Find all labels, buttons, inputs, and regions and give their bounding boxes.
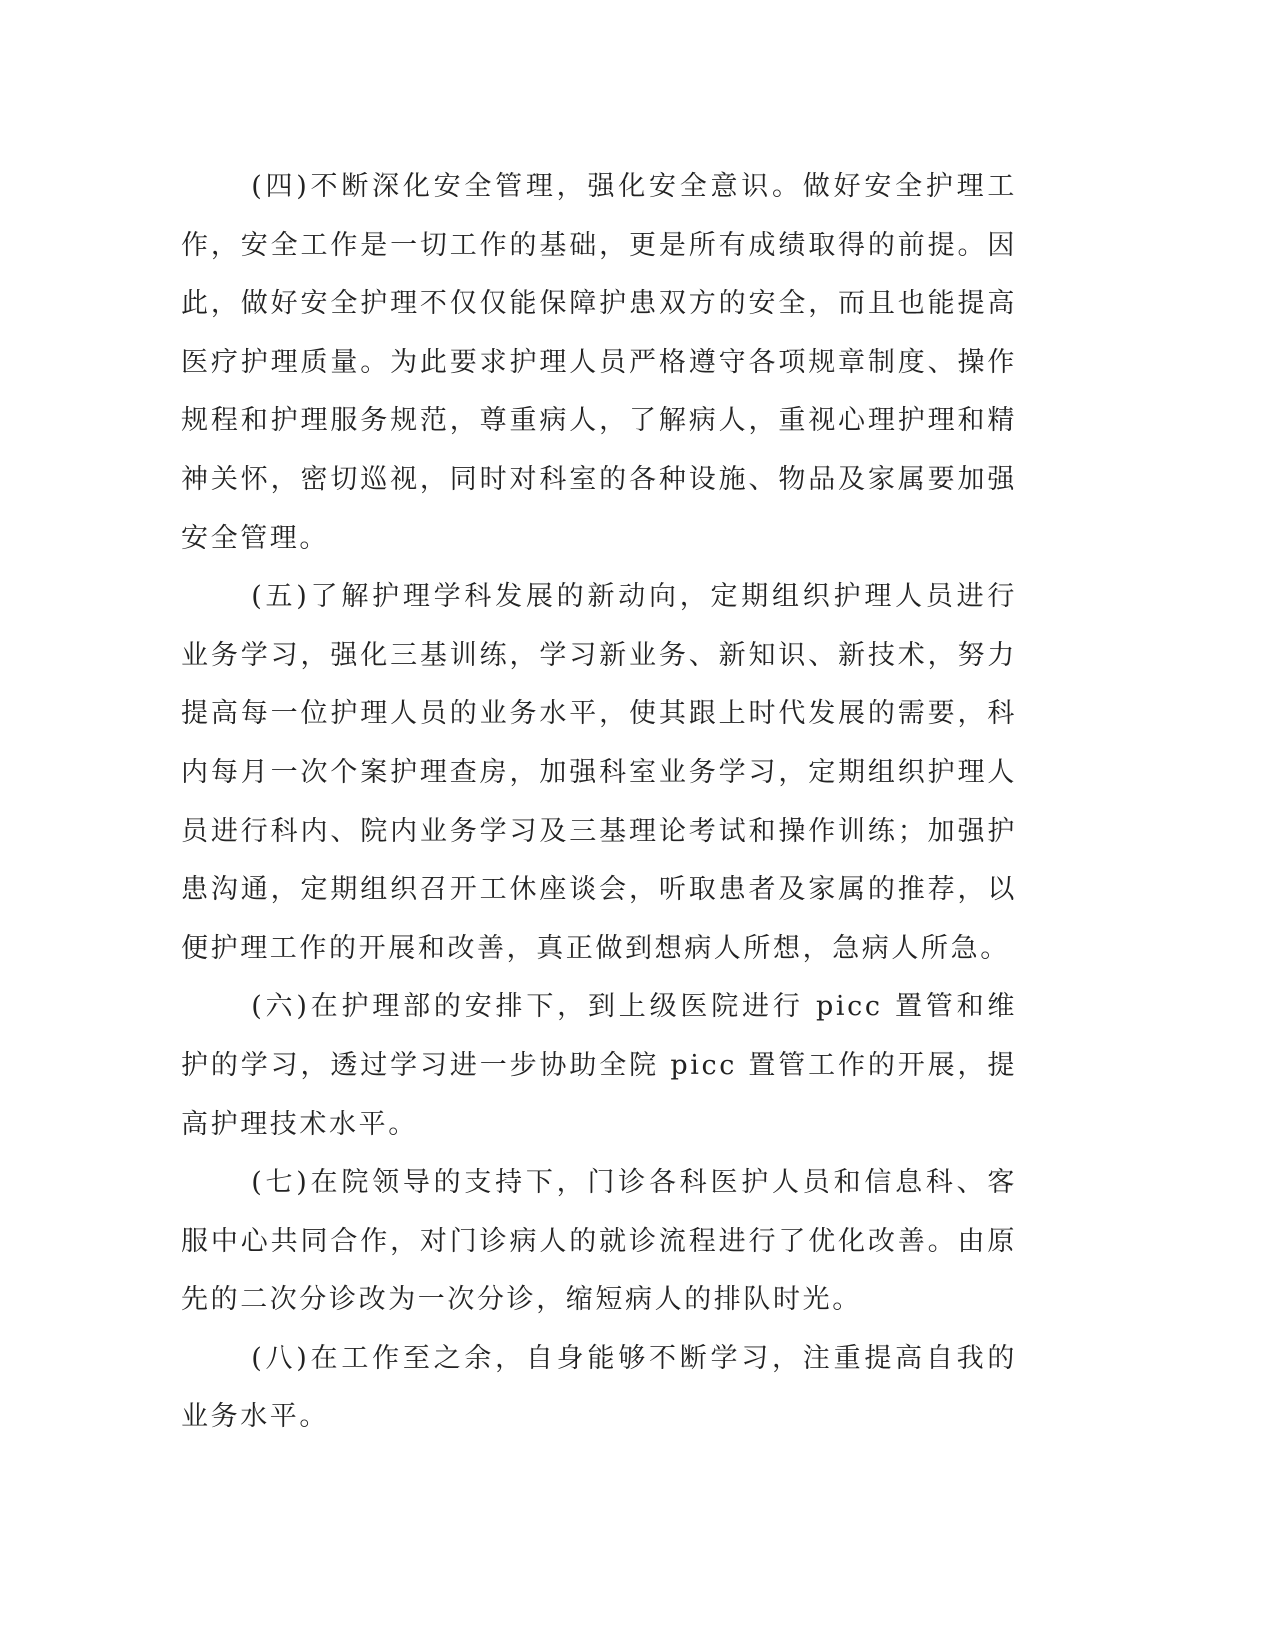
paragraph-5-nursing-study: (五)了解护理学科发展的新动向，定期组织护理人员进行业务学习，强化三基训练，学习新业务、新知识、新技术，努力提高每一位护理人员的业务水平，使其跟上时代发展的需要，科内每月一次个案护理查房，加强科室业务学习，定期组织护理人员进行科内、院内业务学习及三基理论考试和操作训练；加强护患沟通，定期组织召开工休座谈会，听取患者及家属的推荐，以便护理工作的开展和改善，真正做到想病人所想，急病人所急。	[181, 581, 1017, 964]
paragraph-7-outpatient-process: (七)在院领导的支持下，门诊各科医护人员和信息科、客服中心共同合作，对门诊病人的就诊流程进行了优化改善。由原先的二次分诊改为一次分诊，缩短病人的排队时光。	[181, 1167, 1017, 1316]
document-body	[181, 158, 1017, 1447]
paragraph-6-picc-training: (六)在护理部的安排下，到上级医院进行 picc 置管和维护的学习，透过学习进一步协助全院 picc 置管工作的开展，提高护理技术水平。	[181, 991, 1017, 1140]
paragraph-8-self-study: (八)在工作至之余，自身能够不断学习，注重提高自我的业务水平。	[181, 1342, 1017, 1433]
paragraph-4-safety-management: (四)不断深化安全管理，强化安全意识。做好安全护理工作，安全工作是一切工作的基础，更是所有成绩取得的前提。因此，做好安全护理不仅仅能保障护患双方的安全，而且也能提高医疗护理质量。为此要求护理人员严格遵守各项规章制度、操作规程和护理服务规范，尊重病人，了解病人，重视心理护理和精神关怀，密切巡视，同时对科室的各种设施、物品及家属要加强安全管理。	[181, 171, 1017, 554]
